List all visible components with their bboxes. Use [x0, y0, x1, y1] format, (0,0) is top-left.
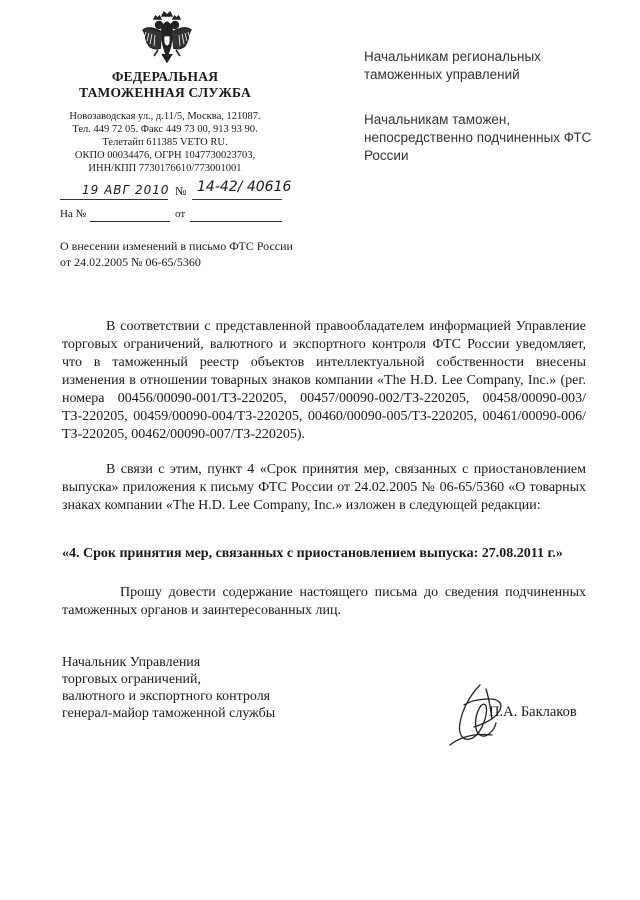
body-paragraph-2: В связи с этим, пункт 4 «Срок принятия мер, связанных с приостановлением выпуска» приложения к письму ФТС России от 24.02.2005 № 06-65/5360 «О товарных знаках компании «The H.D. Lee Company, Inc.» изложен в следующей редакции: [62, 462, 586, 513]
date-number-row [60, 179, 300, 201]
recipient-customs: Начальникам таможен, непосредственно подчиненных ФТС России [364, 112, 592, 163]
okpo-ogrn-line: ОКПО 00034476, ОГРН 1047730023703, [74, 150, 256, 161]
position-line: Начальник Управления [62, 655, 201, 670]
org-name-line1: ФЕДЕРАЛЬНАЯ [111, 69, 219, 84]
org-name-line2: ТАМОЖЕННАЯ СЛУЖБА [79, 85, 251, 100]
position-line: валютного и экспортного контроля [62, 689, 271, 704]
address-line: Новозаводская ул., д.11/5, Москва, 121087. [69, 111, 261, 122]
letter-subject: О внесении изменений в письмо ФТС России от 24.02.2005 № 06-65/5360 [60, 239, 293, 269]
number-sign: № [175, 184, 187, 198]
registration-number: 14-42/ 40616 [197, 179, 292, 195]
inn-kpp-line: ИНН/КПП 7730176610/773001001 [88, 163, 242, 174]
reference-date-label: от [175, 208, 186, 220]
body-paragraph-request: Прошу довести содержание настоящего письма до сведения подчиненных таможенных органов и заинтересованных лиц. [62, 585, 586, 618]
signatory-name: П.А. Баклаков [489, 704, 577, 720]
number-underline [192, 199, 282, 200]
reference-date-line [190, 221, 282, 222]
teletype-line: Телетайп 611385 VETO RU. [102, 137, 228, 148]
position-line: торговых ограничений, [62, 672, 202, 687]
position-line: генерал-майор таможенной службы [62, 706, 276, 721]
letter-date: 19 АВГ 2010 [82, 183, 170, 197]
body-paragraph-quoted-clause: «4. Срок принятия мер, связанных с приостановлением выпуска: 27.08.2011 г.» [62, 546, 563, 561]
phone-line: Тел. 449 72 05. Факс 449 73 00, 913 93 90. [72, 124, 258, 135]
date-underline [60, 199, 168, 200]
reference-number-line [90, 221, 170, 222]
eagle-emblem-icon [140, 10, 194, 66]
reference-row [60, 208, 300, 224]
recipient-regional: Начальникам региональных таможенных управлений [364, 49, 541, 82]
reference-number-label: На № [60, 208, 87, 220]
body-paragraph-1: В соответствии с представленной правообладателем информацией Управление торговых ограничений, валютного и экспортного контроля ФТС России уведомляет, что в таможенный реестр объектов интеллектуальной собственности внесены изменения в отношении товарных знаков компании «The H.D. Lee Company, Inc.» (рег. номера 00456/00090-001/ТЗ-220205, 00457/00090-002/ТЗ-220205, 00458/00090-003/ТЗ-220205, 00459/00090-004/ТЗ-220205, 00460/00090-005/ТЗ-220205, 00461/00090-006/ТЗ-220205, 00462/00090-007/ТЗ-220205). [62, 319, 586, 442]
signatory-position [62, 654, 322, 722]
